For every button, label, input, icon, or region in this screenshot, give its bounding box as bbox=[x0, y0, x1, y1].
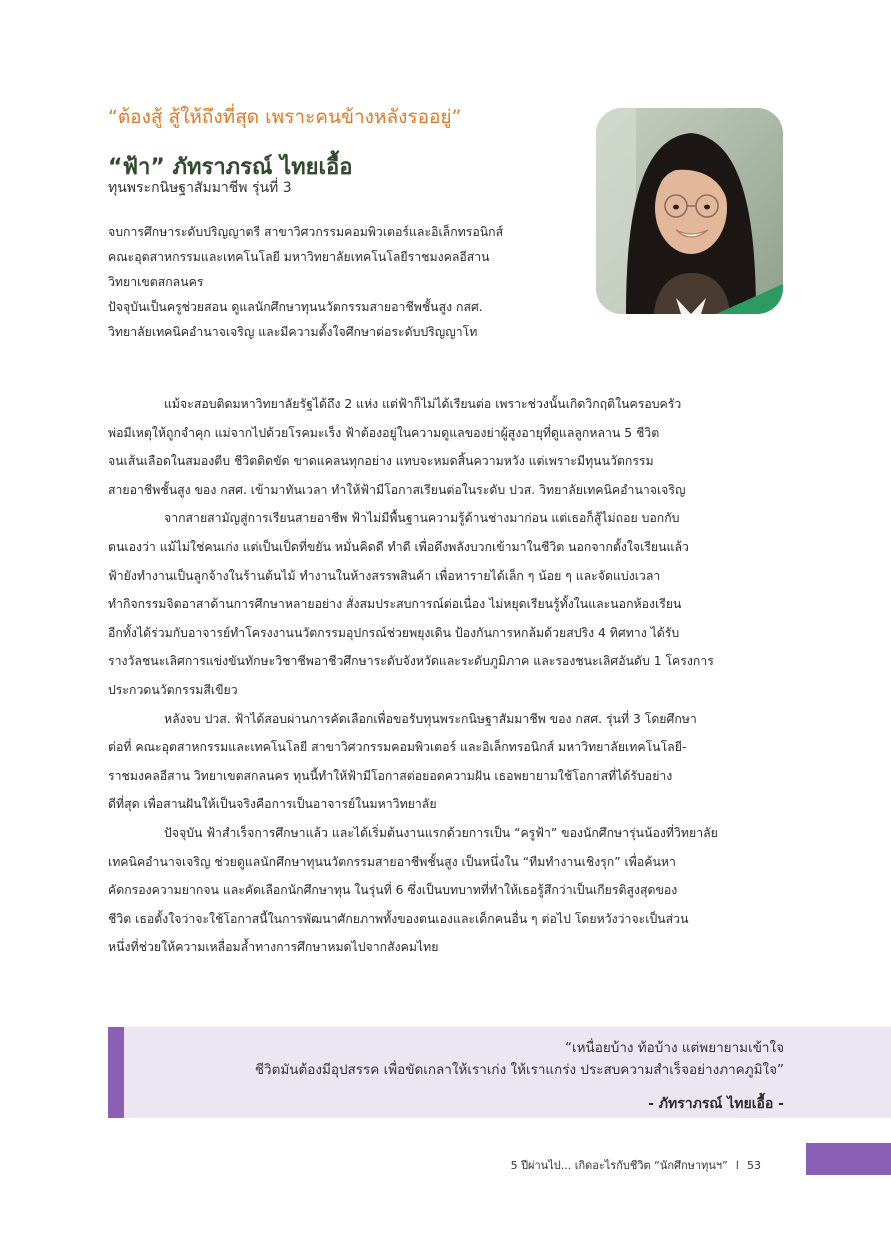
portrait-photo bbox=[596, 108, 783, 314]
paragraph-line: สายอาชีพชั้นสูง ของ กสศ. เข้ามาทันเวลา ทำให้ฟ้ามีโอกาสเรียนต่อในระดับ ปวส. วิทยาลัยเทคนิคอำนาจเจริญ bbox=[108, 482, 686, 497]
paragraph-line: ราชมงคลอีสาน วิทยาเขตสกลนคร ทุนนี้ทำให้ฟ้ามีโอกาสต่อยอดความฝัน เธอพยายามใช้โอกาสที่ได้รับอย่าง bbox=[108, 768, 673, 783]
paragraph-line: ปัจจุบัน ฟ้าสำเร็จการศึกษาแล้ว และได้เริ่มต้นงานแรกด้วยการเป็น “ครูฟ้า” ของนักศึกษารุ่นน้องที่วิทยาลัย bbox=[164, 825, 718, 840]
bio-line: คณะอุตสาหกรรมและเทคโนโลยี มหาวิทยาลัยเทคโนโลยีราชมงคลอีสาน bbox=[108, 250, 490, 264]
footer-separator: I bbox=[735, 1159, 739, 1172]
bio-block bbox=[108, 220, 578, 345]
paragraph-line: ตนเองว่า แม้ไม่ใช่คนเก่ง แต่เป็นเป็ดที่ขยัน หมั่นคิดดี ทำดี เพื่อดึงพลังบวกเข้ามาในชีวิต นอกจากตั้งใจเรียนแล้ว bbox=[108, 539, 689, 554]
paragraph-line: หลังจบ ปวส. ฟ้าได้สอบผ่านการคัดเลือกเพื่อขอรับทุนพระกนิษฐาสัมมาชีพ ของ กสศ. รุ่นที่ 3 โดยศึกษา bbox=[164, 711, 697, 726]
paragraph-line: เทคนิคอำนาจเจริญ ช่วยดูแลนักศึกษาทุนนวัตกรรมสายอาชีพชั้นสูง เป็นหนึ่งใน “ทีมทำงานเชิงรุก” เพื่อค้นหา bbox=[108, 854, 676, 869]
footer-accent-tab bbox=[806, 1143, 891, 1175]
article-paragraph bbox=[108, 390, 784, 504]
paragraph-line: รางวัลชนะเลิศการแข่งขันทักษะวิชาชีพอาชีวศึกษาระดับจังหวัดและระดับภูมิภาค และรองชนะเลิศอันดับ 1 โครงการ bbox=[108, 654, 714, 669]
callout-line: “เหนื่อยบ้าง ท้อบ้าง แต่พยายามเข้าใจ bbox=[565, 1040, 784, 1056]
portrait-illustration bbox=[596, 108, 783, 314]
paragraph-line: ทำกิจกรรมจิตอาสาด้านการศึกษาหลายอย่าง สั่งสมประสบการณ์ต่อเนื่อง ไม่หยุดเรียนรู้ทั้งในและนอกห้องเรียน bbox=[108, 597, 682, 612]
paragraph-line: ฟ้ายังทำงานเป็นลูกจ้างในร้านต้นไม้ ทำงานในห้างสรรพสินค้า เพื่อหารายได้เล็ก ๆ น้อย ๆ และจัดแบ่งเวลา bbox=[108, 568, 661, 583]
paragraph-line: แม้จะสอบติดมหาวิทยาลัยรัฐได้ถึง 2 แห่ง แต่ฟ้าก็ไม่ได้เรียนต่อ เพราะช่วงนั้นเกิดวิกฤติในครอบครัว bbox=[164, 397, 682, 411]
callout-quote-text bbox=[144, 1037, 784, 1081]
article-paragraph bbox=[108, 705, 784, 819]
paragraph-line: ชีวิต เธอตั้งใจว่าจะใช้โอกาสนี้ในการพัฒนาศักยภาพทั้งของตนเองและเด็กคนอื่น ๆ ต่อไป โดยหวังว่าจะเป็นส่วน bbox=[108, 911, 689, 926]
bio-line: วิทยาลัยเทคนิคอำนาจเจริญ และมีความตั้งใจศึกษาต่อระดับปริญญาโท bbox=[108, 325, 478, 339]
paragraph-line: ประกวดนวัตกรรมสีเขียว bbox=[108, 682, 238, 697]
person-name: “ฟ้า” ภัทราภรณ์ ไทยเอื้อ bbox=[108, 155, 353, 180]
scholarship-label: ทุนพระกนิษฐาสัมมาชีพ รุ่นที่ 3 bbox=[108, 180, 292, 196]
bio-line: ปัจจุบันเป็นครูช่วยสอน ดูแลนักศึกษาทุนนวัตกรรมสายอาชีพชั้นสูง กสศ. bbox=[108, 300, 483, 314]
paragraph-line: หนึ่งที่ช่วยให้ความเหลื่อมล้ำทางการศึกษาหมดไปจากสังคมไทย bbox=[108, 940, 439, 955]
page-footer bbox=[511, 1156, 761, 1174]
article-paragraph bbox=[108, 504, 784, 704]
footer-title: 5 ปีผ่านไป... เกิดอะไรกับชีวิต “นักศึกษาทุนฯ” bbox=[510, 1159, 728, 1172]
paragraph-line: คัดกรองความยากจน และคัดเลือกนักศึกษาทุน ในรุ่นที่ 6 ซึ่งเป็นบทบาทที่ทำให้เธอรู้สึกว่าเป็นเกียรติสูงสุดของ bbox=[108, 883, 678, 898]
page-number: 53 bbox=[747, 1159, 761, 1172]
headline-quote: “ต้องสู้ สู้ให้ถึงที่สุด เพราะคนข้างหลังรออยู่” bbox=[108, 106, 462, 128]
paragraph-line: อีกทั้งได้ร่วมกับอาจารย์ทำโครงงานนวัตกรรมอุปกรณ์ช่วยพยุงเดิน ป้องกันการหกล้มด้วยสปริง 4 ทิศทาง ได้รับ bbox=[108, 625, 680, 640]
paragraph-line: พ่อมีเหตุให้ถูกจำคุก แม่จากไปด้วยโรคมะเร็ง ฟ้าต้องอยู่ในความดูแลของย่าผู้สูงอายุที่ดูแลลูกหลาน 5 ชีวิต bbox=[108, 425, 660, 440]
paragraph-line: ต่อที่ คณะอุตสาหกรรมและเทคโนโลยี สาขาวิศวกรรมคอมพิวเตอร์ และอิเล็กทรอนิกส์ มหาวิทยาลัยเทคโนโลยี- bbox=[108, 740, 687, 755]
article-body bbox=[108, 390, 784, 962]
callout-author: - ภัทราภรณ์ ไทยเอื้อ - bbox=[648, 1096, 784, 1112]
article-paragraph bbox=[108, 819, 784, 962]
callout-line: ชีวิตมันต้องมีอุปสรรค เพื่อขัดเกลาให้เราเก่ง ให้เราแกร่ง ประสบความสำเร็จอย่างภาคภูมิใจ” bbox=[254, 1062, 784, 1078]
bio-line: จบการศึกษาระดับปริญญาตรี สาขาวิศวกรรมคอมพิวเตอร์และอิเล็กทรอนิกส์ bbox=[108, 225, 504, 239]
paragraph-line: ดีที่สุด เพื่อสานฝันให้เป็นจริงคือการเป็นอาจารย์ในมหาวิทยาลัย bbox=[108, 797, 437, 812]
callout-accent-bar bbox=[108, 1027, 124, 1118]
bio-line: วิทยาเขตสกลนคร bbox=[108, 275, 204, 289]
paragraph-line: จนเส้นเลือดในสมองตีบ ชีวิตติดขัด ขาดแคลนทุกอย่าง แทบจะหมดสิ้นความหวัง แต่เพราะมีทุนนวัตกรรม bbox=[108, 454, 654, 469]
paragraph-line: จากสายสามัญสู่การเรียนสายอาชีพ ฟ้าไม่มีพื้นฐานความรู้ด้านช่างมาก่อน แต่เธอก็สู้ไม่ถอย บอกกับ bbox=[164, 511, 680, 526]
